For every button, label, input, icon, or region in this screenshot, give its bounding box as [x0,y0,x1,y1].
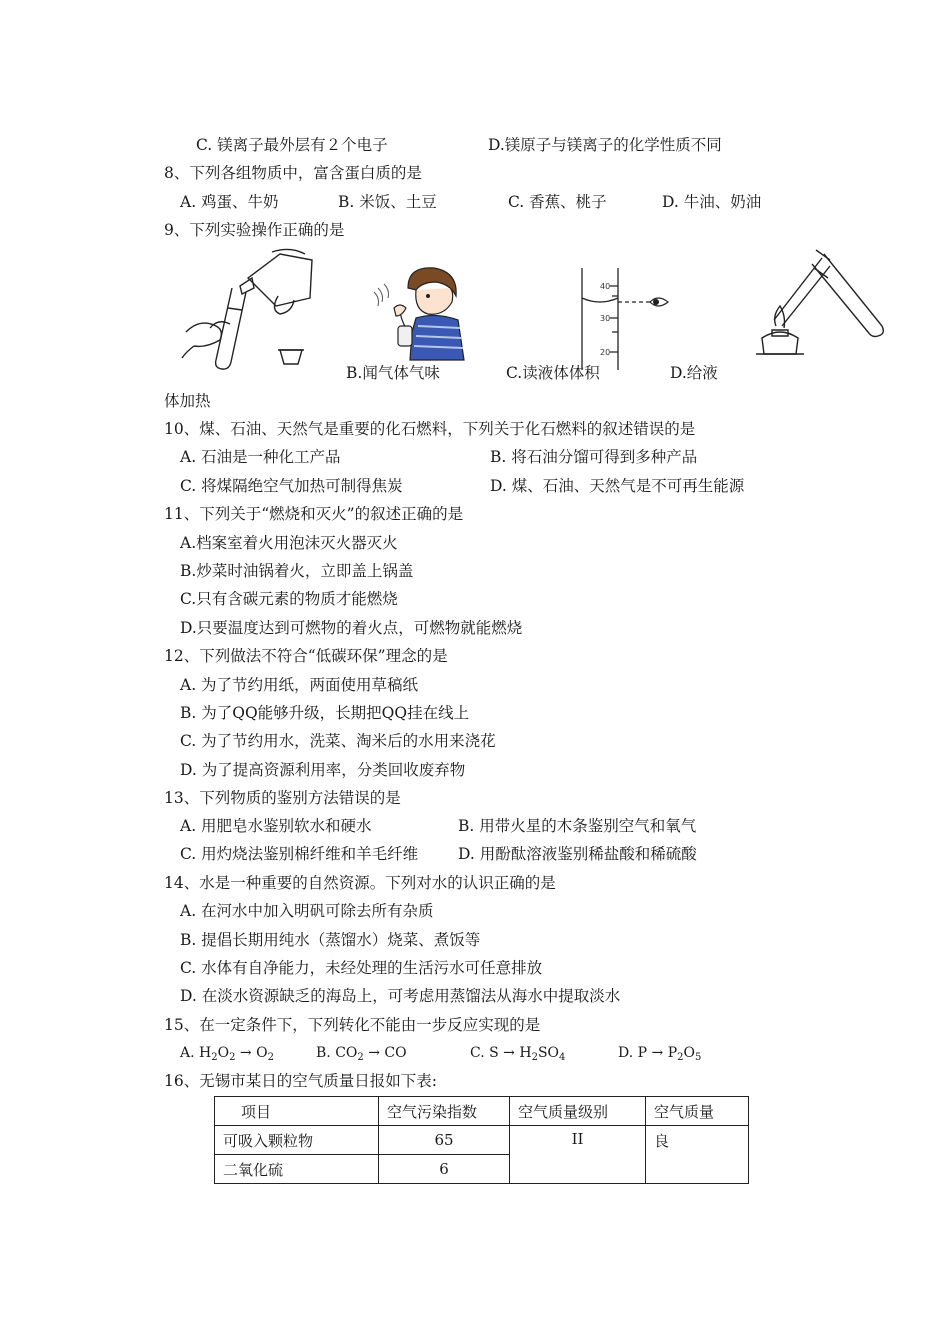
formula-part: O [683,1045,695,1061]
q13-option-a: A. 用肥皂水鉴别软水和硬水 [180,817,372,835]
header-quality: 空气质量 [646,1097,749,1126]
formula-part: CO [384,1045,407,1061]
formula-subscript: 2 [677,1052,684,1063]
q10-option-b: B. 将石油分馏可得到多种产品 [490,448,698,466]
q15-option-b-letter: B. [316,1045,331,1061]
q11-option-a: A.档案室着火用泡沫灭火器灭火 [180,534,398,552]
q8-option-b: B. 米饭、土豆 [338,193,437,211]
q15-option-a-letter: A. [180,1045,195,1061]
air-quality-status: 良 [646,1126,749,1184]
row2-index: 6 [379,1155,510,1184]
q11-option-d: D.只要温度达到可燃物的着火点，可燃物就能燃烧 [180,619,523,637]
q14-option-d: D. 在淡水资源缺乏的海岛上，可考虑用蒸馏法从海水中提取淡水 [180,987,621,1005]
q12-option-b: B. 为了QQ能够升级，长期把QQ挂在线上 [180,704,470,722]
q10-option-d: D. 煤、石油、天然气是不可再生能源 [490,477,745,495]
row1-item: 可吸入颗粒物 [215,1126,379,1155]
scale-label-30: 30 [600,314,611,323]
formula-part: S [489,1045,499,1061]
arrow-icon: → [239,1045,252,1061]
q11-option-c: C.只有含碳元素的物质才能燃烧 [180,590,398,608]
q8-stem: 8、下列各组物质中，富含蛋白质的是 [164,164,422,182]
formula-subscript: 2 [531,1052,538,1063]
q9-label-c: C.读液体体积 [506,364,600,382]
formula-part: H [199,1045,212,1061]
q12-option-d: D. 为了提高资源利用率，分类回收废弃物 [180,761,466,779]
air-quality-level: II [510,1126,646,1184]
q14-stem: 14、水是一种重要的自然资源。下列对水的认识正确的是 [164,874,556,892]
header-level: 空气质量级别 [510,1097,646,1126]
row2-item: 二氧化硫 [215,1155,379,1184]
arrow-icon: → [368,1045,380,1061]
read-volume-figure [568,262,678,372]
scale-label-20: 20 [600,348,611,357]
q16-stem: 16、无锡市某日的空气质量日报如下表: [164,1072,437,1090]
q15-stem: 15、在一定条件下，下列转化不能由一步反应实现的是 [164,1016,541,1034]
q11-stem: 11、下列关于“燃烧和灭火”的叙述正确的是 [164,505,464,523]
q15-option-a [180,1042,274,1069]
q15-option-d [618,1042,701,1069]
q9-stem: 9、下列实验操作正确的是 [164,221,345,239]
formula-part: O [256,1045,268,1061]
q14-option-c: C. 水体有自净能力，未经处理的生活污水可任意排放 [180,959,543,977]
q15-option-c-letter: C. [470,1045,485,1061]
arrow-icon: → [503,1045,515,1061]
formula-subscript: 2 [357,1052,364,1063]
q7-option-c: C. 镁离子最外层有２个电子 [196,136,388,154]
q9-label-d-continued: 体加热 [164,392,211,410]
table-row [215,1126,749,1155]
q11-option-b: B.炒菜时油锅着火，立即盖上锅盖 [180,562,414,580]
formula-subscript: 2 [229,1052,236,1063]
q10-option-a: A. 石油是一种化工产品 [180,448,341,466]
q10-option-c: C. 将煤隔绝空气加热可制得焦炭 [180,477,403,495]
table-header-row [215,1097,749,1126]
arrow-icon: → [651,1045,664,1061]
q14-option-a: A. 在河水中加入明矾可除去所有杂质 [180,902,434,920]
q13-option-b: B. 用带火星的木条鉴别空气和氧气 [458,817,697,835]
q8-option-a: A. 鸡蛋、牛奶 [180,193,279,211]
q13-option-d: D. 用酚酞溶液鉴别稀盐酸和稀硫酸 [458,845,697,863]
formula-part: P [637,1045,648,1061]
formula-subscript: 2 [267,1052,274,1063]
formula-subscript: 5 [694,1052,702,1063]
q14-option-b: B. 提倡长期用纯水（蒸馏水）烧菜、煮饭等 [180,931,481,949]
q8-option-d: D. 牛油、奶油 [662,193,762,211]
header-index: 空气污染指数 [379,1097,510,1126]
formula-part: CO [335,1045,358,1061]
formula-part: O [217,1045,230,1061]
q15-option-c [470,1042,565,1069]
header-item: 项目 [215,1097,379,1126]
smell-gas-figure [372,262,472,362]
q7-option-d: D.镁原子与镁离子的化学性质不同 [488,136,722,154]
air-quality-table [214,1096,749,1184]
heat-liquid-figure [752,246,892,366]
q10-stem: 10、煤、石油、天然气是重要的化石燃料，下列关于化石燃料的叙述错误的是 [164,420,696,438]
scale-label-40: 40 [600,282,611,291]
formula-subscript: 2 [211,1052,218,1063]
q12-option-c: C. 为了节约用水，洗菜、淘米后的水用来浇花 [180,732,496,750]
pour-liquid-figure [180,248,330,373]
formula-subscript: 4 [559,1052,566,1063]
q12-stem: 12、下列做法不符合“低碳环保”理念的是 [164,647,448,665]
formula-part: SO [537,1045,560,1061]
q15-option-d-letter: D. [618,1045,634,1061]
formula-part: H [519,1045,532,1061]
q13-stem: 13、下列物质的鉴别方法错误的是 [164,789,401,807]
q9-label-b: B.闻气体气味 [346,364,440,382]
q15-option-b [316,1042,407,1069]
formula-part: P [667,1045,678,1061]
row1-index: 65 [379,1126,510,1155]
q12-option-a: A. 为了节约用纸，两面使用草稿纸 [180,676,419,694]
q8-option-c: C. 香蕉、桃子 [508,193,607,211]
q9-label-d: D.给液 [670,364,718,382]
q13-option-c: C. 用灼烧法鉴别棉纤维和羊毛纤维 [180,845,419,863]
